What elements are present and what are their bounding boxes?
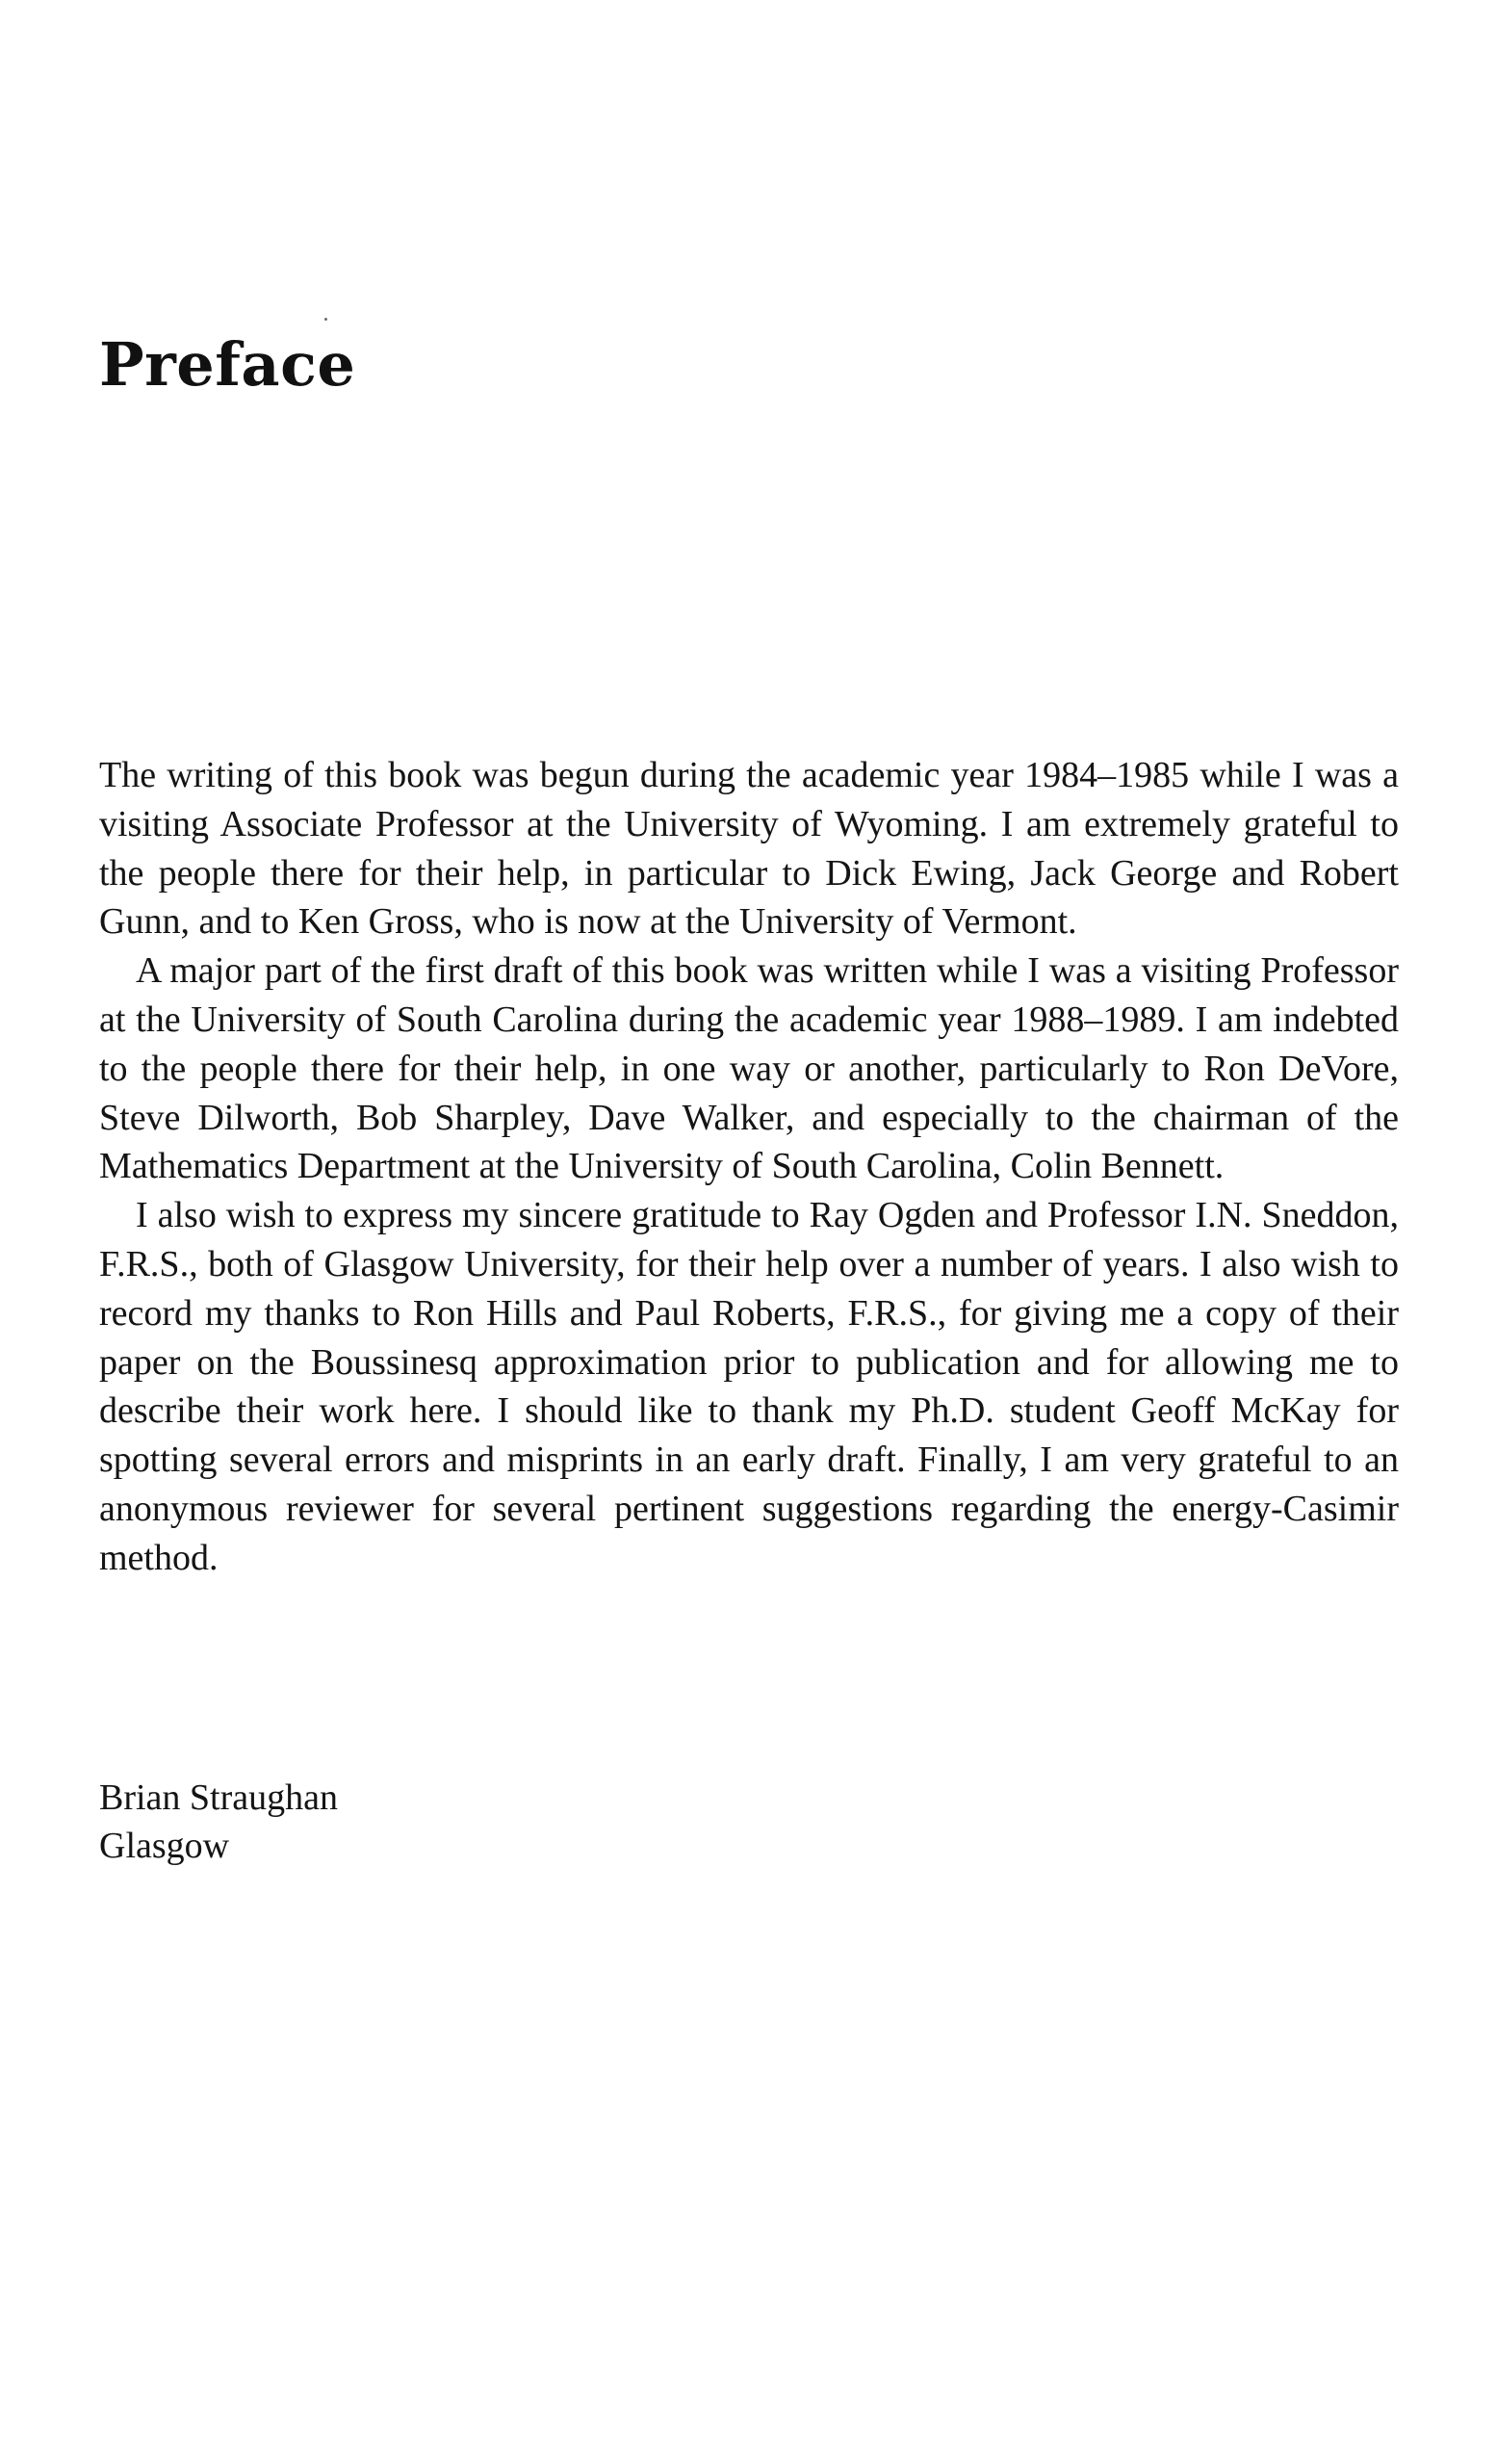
paragraph-3: I also wish to express my sincere gratitude to Ray Ogden and Professor I.N. Sneddon, F.R.S., both of Glasgow University, for their help over a number of years. I also wish to record my thanks to Ron Hills and Paul Roberts, F.R.S., for giving me a copy of their paper on the Boussinesq approximation prior to publication and for allowing me to describe their work here. I should like to thank my Ph.D. student Geoff McKay for spotting several errors and misprints in an early draft. Finally, I am very grateful to an anonymous reviewer for several pertinent suggestions regarding the energy-Casimir method. xyxy=(99,1195,1399,1578)
author-name: Brian Straughan xyxy=(99,1777,339,1818)
preface-body xyxy=(99,751,1399,1583)
chapter-title: Preface xyxy=(99,329,356,400)
signature-block xyxy=(99,1774,338,1870)
paragraph-1: The writing of this book was begun during the academic year 1984–1985 while I was a visiting Associate Professor at the University of Wyoming. I am extremely grateful to the people there for their help, in particular to Dick Ewing, Jack George and Robert Gunn, and to Ken Gross, who is now at the University of Vermont. xyxy=(99,755,1399,943)
scan-speck xyxy=(324,318,327,321)
paragraph-2: A major part of the first draft of this book was written while I was a visiting Professor at the University of South Carolina during the academic year 1988–1989. I am indebted to the people there for their help, in one way or another, particularly to Ron DeVore, Steve Dilworth, Bob Sharpley, Dave Walker, and especially to the chairman of the Mathematics Department at the University of South Carolina, Colin Bennett. xyxy=(99,950,1399,1187)
author-location: Glasgow xyxy=(99,1826,230,1866)
